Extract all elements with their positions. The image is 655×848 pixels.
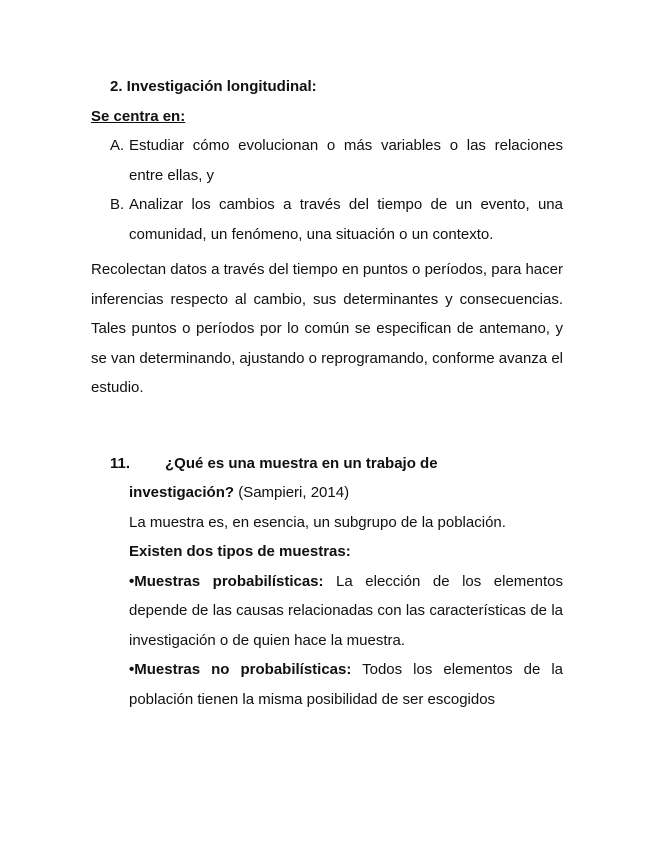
body-paragraph: Recolectan datos a través del tiempo en puntos o períodos, para hacer inferencias respecto al cambio, sus determinantes y consecuencias. Tales puntos o períodos por lo común se especifican de antemano, y se van determinando, ajustando o reprogramando, conforme avanza el estudio.	[91, 261, 563, 396]
sample-type-item	[91, 655, 563, 714]
list-marker: A.	[110, 137, 125, 154]
section-subheading: Se centra en:	[91, 107, 186, 125]
question-title-end: investigación?	[129, 484, 235, 501]
sample-type-item	[91, 567, 563, 656]
sample-type-label: •Muestras probabilísticas:	[129, 572, 324, 590]
list-item	[91, 190, 563, 249]
list-item-text: Estudiar cómo evolucionan o más variables o las relaciones entre ellas, y	[129, 137, 563, 184]
citation: (Sampieri, 2014)	[234, 484, 350, 501]
document-page	[91, 72, 563, 714]
question-number: 11.	[110, 454, 131, 472]
list-item	[91, 131, 563, 190]
list-item-text: Analizar los cambios a través del tiempo de un evento, una comunidad, un fenómeno, una situación o un contexto.	[129, 196, 563, 243]
list-marker: B.	[110, 196, 125, 213]
section-heading: 2. Investigación longitudinal:	[110, 78, 317, 95]
question-heading	[91, 449, 563, 479]
sample-type-label: •Muestras no probabilísticas:	[129, 661, 352, 678]
sample-type-text: Todos los elementos de la población tienen la misma posibilidad de ser escogidos	[129, 661, 563, 708]
definition-text: La muestra es, en esencia, un subgrupo de la población.	[129, 513, 506, 531]
question-title-continued	[91, 478, 563, 508]
types-heading: Existen dos tipos de muestras:	[129, 543, 351, 560]
sample-type-text: La elección de los elementos depende de las causas relacionadas con las características de la investigación o de quien hace la muestra.	[129, 572, 563, 649]
question-title: ¿Qué es una muestra en un trabajo de	[165, 454, 438, 472]
